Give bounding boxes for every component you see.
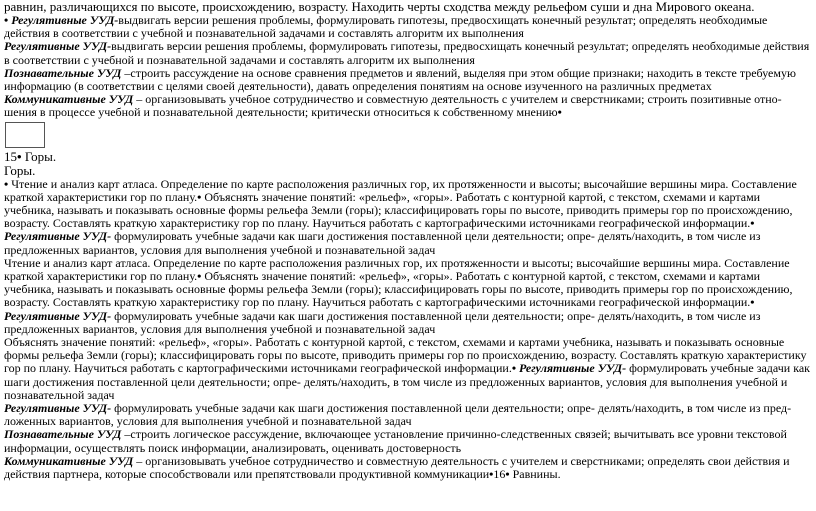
- bullet: •: [197, 269, 202, 284]
- outcomes-text: Объяснять значение понятий: «рельеф», «горы». Работать с контурной картой, с текстом, схемами и картами учебника, называть и показывать основные формы рельефа Земли (горы); классифицировать горы по высоте, приводить примеры гор по происхождению, возрасту. Составлять краткую характеристику гор по плану. Научиться работать с картографическими источниками географической информации.: [4, 335, 807, 376]
- paragraph-regulative-2: [4, 40, 812, 66]
- outcomes-text: Объяснять значение понятий: «рельеф», «горы». Работать с контурной картой, с текстом, схемами и картами учебника, называть и показывать основные формы рельефа Земли (горы); классифицировать горы по высоте, приводить примеры гор по происхождению, возрасту. Составлять краткую характеристику гор по плану. Научиться работать с картографическими источниками географической информации.: [4, 189, 793, 231]
- paragraph-communicative-1: [4, 93, 812, 119]
- paragraph-mountains-2: [4, 257, 812, 336]
- regulative-text: формулировать учебные задачи как шаги достижения поставленной цели деятельности; опре- делять/находить, в том числе из предложенных вариантов, условия для выполнения учебной и познавательной задач: [4, 308, 761, 336]
- regulative-label: Регулятивные УУД-: [4, 401, 112, 416]
- paragraph-mountains-1: [4, 178, 812, 257]
- bullet: •: [750, 295, 755, 310]
- topic-title: [4, 164, 812, 178]
- regulative-text: формулировать учебные задачи как шаги достижения поставленной цели деятельности; опре- делять/находить, в том числе из пред-ложенных вариантов, условия для выполнения учебной и познавательной задач: [4, 401, 792, 429]
- bullet: •: [197, 189, 202, 204]
- bullet: •: [505, 467, 510, 482]
- activity-text: Чтение и анализ карт атласа. Определение по карте расположения различных гор, их протяженности и высоты; высочайшие вершины мира. Составление краткой характеристики гор по плану.: [4, 176, 797, 204]
- lesson-title: Равнины.: [509, 467, 561, 482]
- regulative-label: Регулятивные УУД-: [516, 361, 627, 376]
- communicative-text: – организовывать учебное сотрудничество и совместную деятельность с учителем и сверстниками; определять свои действия и действия партнера, которые способствовали или препятствовали продуктивной коммуникации: [4, 453, 790, 482]
- activity-text: Чтение и анализ карт атласа. Определение по карте расположения различных гор, их протяженности и высоты; высочайшие вершины мира. Составление краткой характеристики гор по плану.: [4, 255, 790, 284]
- regulative-label: Регулятивные УУД-: [11, 13, 119, 27]
- bullet: •: [17, 148, 22, 164]
- empty-table-cell: [5, 122, 45, 148]
- cognitive-label: Познавательные УУД: [4, 427, 122, 442]
- cognitive-text: –строить логическое рассуждение, включающее установление причинно-следственных связей; вычитывать все уровни текстовой информации, осуществлять поиск информации, анализировать, оценивать достоверность: [4, 427, 787, 455]
- lesson-number: 16: [493, 467, 506, 482]
- regulative-text: формулировать учебные задачи как шаги достижения поставленной цели деятельности; опре- делять/находить, в том числе из предложенных вариантов, условия для выполнения учебной и познавательной задач: [4, 229, 761, 257]
- cognitive-label: Познавательные УУД: [4, 65, 122, 80]
- regulative-text: формулировать учебные задачи как шаги достижения поставленной цели деятельности; опре- делять/находить, в том числе из предложенных вариантов, условия для выполнения учебной и познавательной задач: [4, 361, 810, 402]
- communicative-label: Коммуникативные УУД: [4, 92, 134, 107]
- outcomes-text: Объяснять значение понятий: «рельеф», «горы». Работать с контурной картой, с текстом, схемами и картами учебника, называть и показывать основные формы рельефа Земли (горы); классифицировать горы по высоте, приводить примеры гор по происхождению, возрасту. Составлять краткую характеристику гор по плану. Научиться работать с картографическими источниками географической информации.: [4, 269, 793, 310]
- intro-text: равнин, различающихся по высоте, происхождению, возрасту. Находить черты сходства между рельефом суши и дна Мирового океана.: [4, 0, 755, 14]
- regulative-label: Регулятивные УУД-: [4, 39, 112, 54]
- paragraph-regulative-3: [4, 402, 812, 428]
- topic-text: Горы.: [4, 162, 36, 178]
- paragraph-cognitive-1: [4, 67, 812, 93]
- lesson-heading-15: [4, 150, 812, 164]
- bullet: •: [511, 361, 517, 376]
- bullet: •: [557, 105, 562, 120]
- paragraph-communicative-2: [4, 455, 812, 481]
- regulative-text: выдвигать версии решения проблемы, формулировать гипотезы, предвосхищать конечный результат; определять необходимые действия в соответствии с учебной и познавательной задачами и составлять алгоритм их выполнения: [4, 13, 768, 41]
- paragraph-intro-tail: [4, 0, 812, 14]
- lesson-title: Горы.: [21, 148, 57, 164]
- bullet: •: [4, 13, 9, 27]
- paragraph-regulative-1: [4, 14, 812, 40]
- lesson-number: 15: [4, 148, 17, 164]
- paragraph-cognitive-2: [4, 428, 812, 454]
- bullet: •: [4, 176, 9, 191]
- communicative-label: Коммуникативные УУД: [4, 453, 134, 468]
- regulative-text: выдвигать версии решения проблемы, формулировать гипотезы, предвосхищать конечный результат; определять необходимые действия в соответствии с учебной и познавательной задачами и составлять алгоритм их выполнения: [4, 39, 810, 67]
- cognitive-text: –строить рассуждение на основе сравнения предметов и явлений, выделяя при этом общие признаки; находить в тексте требуемую информацию (в соответствии с целями своей деятельности), давать определения понятиям на основе изученного на различных предметах: [4, 65, 796, 94]
- bullet: •: [750, 216, 755, 231]
- regulative-label: Регулятивные УУД-: [4, 229, 112, 244]
- paragraph-mountains-3: [4, 336, 812, 402]
- communicative-text: – организовывать учебное сотрудничество и совместную деятельность с учителем и сверстниками; строить позитивные отно-шения в процессе учебной и познавательной деятельности; критически относиться к собственному мнению: [4, 92, 782, 120]
- bullet: •: [489, 467, 494, 482]
- regulative-label: Регулятивные УУД-: [4, 308, 112, 323]
